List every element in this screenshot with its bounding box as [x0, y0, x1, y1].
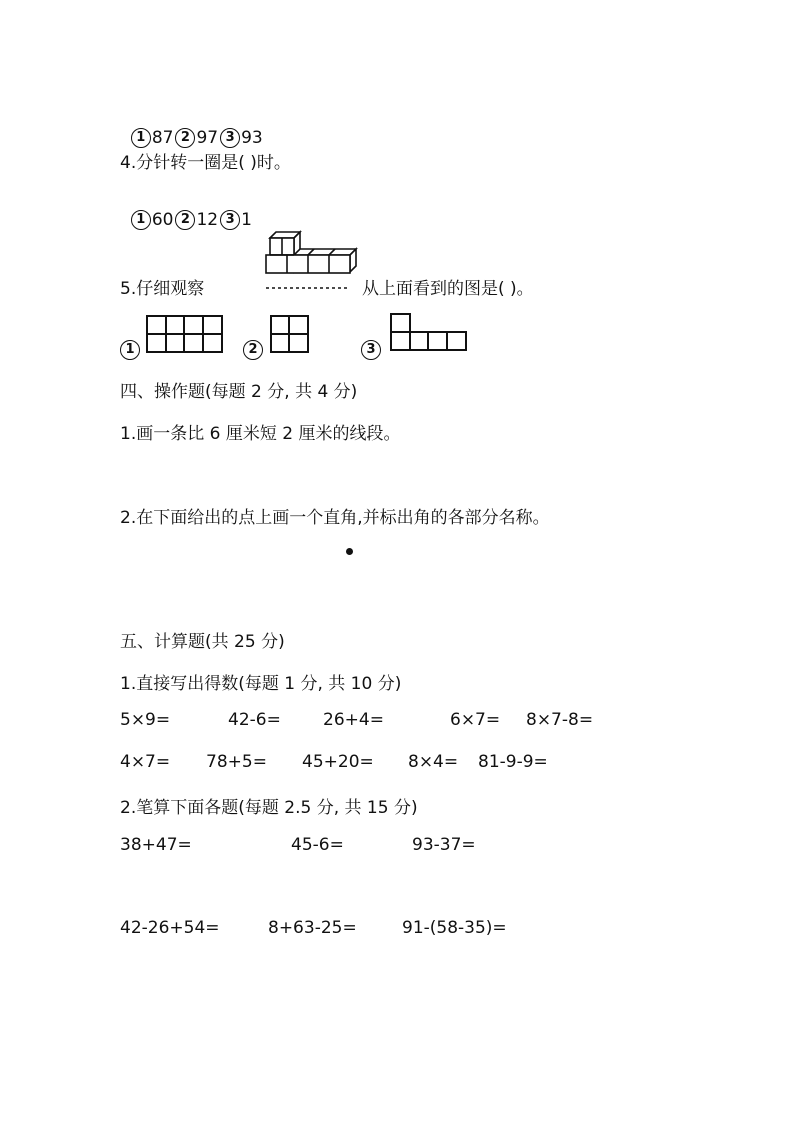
calc-item: 81-9-9= — [478, 752, 548, 772]
option-mark: 2 — [175, 210, 195, 230]
option-figure-grid-2x2 — [270, 315, 310, 353]
section5-part1-title: 1.直接写出得数(每题 1 分, 共 10 分) — [120, 674, 402, 694]
section5-part2-title: 2.笔算下面各题(每题 2.5 分, 共 15 分) — [120, 798, 418, 818]
option-mark: 3 — [220, 210, 240, 230]
option-figure-l-shape — [390, 313, 468, 351]
option-mark-1: 1 — [120, 340, 140, 360]
calc-item: 8+63-25= — [268, 918, 357, 938]
option-figure-grid-4x2 — [146, 315, 224, 353]
calc-item: 4×7= — [120, 752, 171, 772]
section4-q2: 2.在下面给出的点上画一个直角,并标出角的各部分名称。 — [120, 508, 550, 528]
calc-item: 6×7= — [450, 710, 501, 730]
section4-q1: 1.画一条比 6 厘米短 2 厘米的线段。 — [120, 424, 401, 444]
calc-item: 8×4= — [408, 752, 459, 772]
calc-item: 5×9= — [120, 710, 171, 730]
q4-options — [120, 190, 254, 230]
calc-item: 26+4= — [323, 710, 384, 730]
option-mark: 1 — [131, 128, 151, 148]
calc-item: 45+20= — [302, 752, 374, 772]
option-value: 97 — [196, 128, 219, 148]
option-value: 12 — [196, 210, 219, 230]
q3-options — [120, 108, 265, 148]
calc-item: 38+47= — [120, 835, 192, 855]
q5-prefix: 5.仔细观察 — [120, 279, 205, 299]
cube-stack-figure — [264, 228, 360, 290]
option-mark: 1 — [131, 210, 151, 230]
calc-item: 78+5= — [206, 752, 267, 772]
calc-item: 42-26+54= — [120, 918, 220, 938]
option-value: 1 — [241, 210, 252, 230]
option-mark: 2 — [175, 128, 195, 148]
option-value: 93 — [241, 128, 263, 148]
calc-item: 93-37= — [412, 835, 476, 855]
section4-title: 四、操作题(每题 2 分, 共 4 分) — [120, 382, 358, 402]
calc-item: 91-(58-35)= — [402, 918, 507, 938]
calc-item: 45-6= — [291, 835, 344, 855]
option-mark-2: 2 — [243, 340, 263, 360]
given-point — [346, 548, 353, 555]
option-mark-3: 3 — [361, 340, 381, 360]
q5-suffix: 从上面看到的图是( )。 — [362, 279, 534, 299]
calc-item: 8×7-8= — [526, 710, 594, 730]
section5-title: 五、计算题(共 25 分) — [120, 632, 285, 652]
calc-item: 42-6= — [228, 710, 281, 730]
option-value: 87 — [151, 128, 174, 148]
q4-question: 4.分针转一圈是( )时。 — [120, 153, 291, 173]
option-value: 60 — [151, 210, 174, 230]
option-mark: 3 — [220, 128, 240, 148]
